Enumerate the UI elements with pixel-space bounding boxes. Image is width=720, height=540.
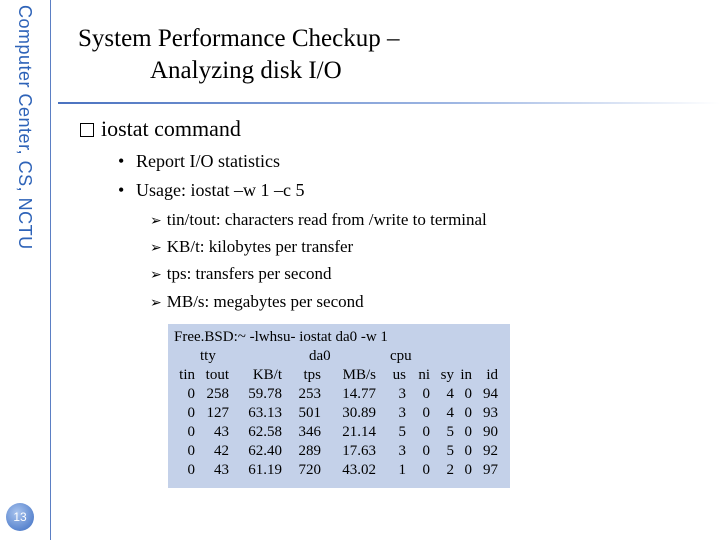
terminal-cell: 92 [483,443,498,459]
terminal-cell: 0 [422,386,430,402]
terminal-cell: 97 [483,462,498,478]
bullet-dot-icon: • [118,151,125,171]
sidebar-label: Computer Center, CS, NCTU [15,5,35,250]
terminal-cell: 0 [187,405,195,421]
terminal-cell: 0 [187,443,195,459]
sub-bullet-text: KB/t: kilobytes per transfer [166,237,354,256]
terminal-header-cell: sy [440,367,454,383]
sub-bullet-item [150,210,487,230]
terminal-cell: 3 [398,443,406,459]
terminal-cell: 1 [398,462,406,478]
terminal-cell: 43.02 [342,462,376,478]
terminal-cell: 0 [187,424,195,440]
terminal-cell: 0 [422,405,430,421]
section-heading [80,116,241,142]
terminal-cell: 0 [464,405,472,421]
arrow-bullet-icon: ➢ [150,240,162,256]
bullet-text: Usage: iostat –w 1 –c 5 [136,180,305,200]
terminal-cell: 94 [483,386,498,402]
title-divider [58,102,720,104]
title-line-2: Analyzing disk I/O [150,57,342,84]
sub-bullet-item [150,237,353,257]
terminal-cell: 258 [206,386,229,402]
terminal-cell: 4 [446,386,454,402]
terminal-cell: 14.77 [342,386,376,402]
terminal-header-cell: us [392,367,406,383]
terminal-cell: 5 [398,424,406,440]
terminal-cell: 90 [483,424,498,440]
terminal-cell: 61.19 [248,462,282,478]
terminal-cell: 0 [464,424,472,440]
terminal-header-cell: id [486,367,498,383]
terminal-cell: 63.13 [248,405,282,421]
terminal-cell: 0 [187,386,195,402]
terminal-header-cell: KB/t [252,367,282,383]
terminal-cell: 21.14 [342,424,376,440]
sub-bullet-text: tin/tout: characters read from /write to terminal [166,210,487,229]
terminal-header-cell: ni [418,367,430,383]
slide-title [78,23,399,87]
terminal-cell: 43 [214,424,229,440]
terminal-cell: 62.40 [248,443,282,459]
terminal-cell: 0 [464,462,472,478]
sub-bullet-item [150,264,332,284]
terminal-cell: 17.63 [342,443,376,459]
terminal-cell: 0 [422,462,430,478]
terminal-header-cell: tin [179,367,195,383]
terminal-cell: 62.58 [248,424,282,440]
section-heading-text: iostat command [101,116,241,141]
terminal-cell: 42 [214,443,229,459]
arrow-bullet-icon: ➢ [150,267,162,283]
terminal-cell: 4 [446,405,454,421]
terminal-cell: 5 [446,443,454,459]
checkbox-bullet-icon [80,123,94,137]
bullet-text: Report I/O statistics [136,151,280,171]
terminal-cell: 30.89 [342,405,376,421]
terminal-header-cell: in [460,367,472,383]
terminal-group-da0: da0 [309,348,331,364]
terminal-cell: 93 [483,405,498,421]
terminal-cell: 0 [464,386,472,402]
bullet-item [118,180,304,201]
sidebar [0,0,60,540]
terminal-header-cell: MB/s [342,367,376,383]
sidebar-divider [50,0,51,540]
terminal-cell: 2 [446,462,454,478]
terminal-cell: 59.78 [248,386,282,402]
terminal-cell: 0 [422,443,430,459]
terminal-cell: 3 [398,386,406,402]
sub-bullet-text: tps: transfers per second [166,264,332,283]
sub-bullet-item [150,292,364,312]
bullet-item [118,151,280,172]
bullet-dot-icon: • [118,180,125,200]
title-line-1: System Performance Checkup – [78,25,400,52]
terminal-cell: 253 [298,386,321,402]
arrow-bullet-icon: ➢ [150,295,162,311]
arrow-bullet-icon: ➢ [150,213,162,229]
terminal-group-tty: tty [200,348,216,364]
page-number: 13 [6,503,34,531]
terminal-cell: 501 [298,405,321,421]
terminal-cell: 127 [206,405,229,421]
terminal-command: Free.BSD:~ -lwhsu- iostat da0 -w 1 [174,329,388,345]
terminal-group-cpu: cpu [390,348,412,364]
terminal-cell: 0 [422,424,430,440]
terminal-cell: 289 [298,443,321,459]
terminal-cell: 0 [187,462,195,478]
terminal-header-cell: tout [205,367,229,383]
sub-bullet-text: MB/s: megabytes per second [166,292,364,311]
terminal-cell: 43 [214,462,229,478]
terminal-output [168,324,510,488]
terminal-header-cell: tps [303,367,321,383]
terminal-cell: 3 [398,405,406,421]
terminal-cell: 5 [446,424,454,440]
terminal-cell: 0 [464,443,472,459]
terminal-cell: 346 [298,424,321,440]
terminal-cell: 720 [298,462,321,478]
